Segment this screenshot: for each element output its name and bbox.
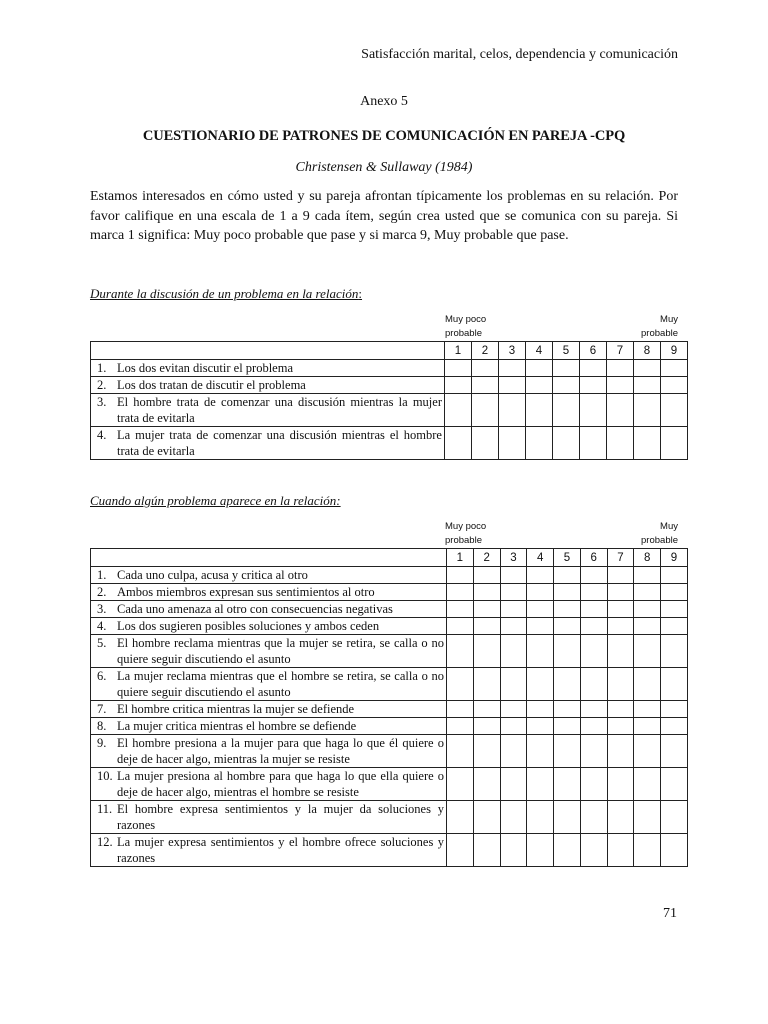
item-text: Los dos sugieren posibles soluciones y ambos ceden <box>117 619 380 633</box>
rating-cell-4[interactable] <box>527 584 554 601</box>
rating-cell-6[interactable] <box>580 601 607 618</box>
item-text: La mujer presiona al hombre para que haga lo que ella quiere o deje de hacer algo, mientras el hombre se resiste <box>117 769 444 799</box>
rating-cell-9[interactable] <box>661 801 688 834</box>
item-number: 1. <box>97 361 107 375</box>
rating-cell-2[interactable] <box>473 735 500 768</box>
rating-cell-7[interactable] <box>607 635 634 668</box>
section2-scale-low-label: Muy poco probable <box>445 521 487 546</box>
item-statement-cell <box>91 718 447 735</box>
questionnaire-item-row <box>91 567 688 584</box>
rating-cell-1[interactable] <box>445 377 472 394</box>
scale-number-7: 7 <box>607 342 634 360</box>
rating-cell-3[interactable] <box>500 584 527 601</box>
item-statement-cell <box>91 735 447 768</box>
rating-cell-5[interactable] <box>553 427 580 460</box>
rating-cell-7[interactable] <box>607 668 634 701</box>
questionnaire-item-row <box>91 377 688 394</box>
item-text: La mujer trata de comenzar una discusión mientras el hombre trata de evitarla <box>117 428 442 458</box>
rating-cell-7[interactable] <box>607 768 634 801</box>
rating-cell-4[interactable] <box>526 360 553 377</box>
item-number: 2. <box>97 585 107 599</box>
rating-cell-4[interactable] <box>527 801 554 834</box>
rating-cell-5[interactable] <box>554 701 581 718</box>
page-number: 71 <box>663 906 677 921</box>
rating-cell-2[interactable] <box>472 427 499 460</box>
rating-cell-8[interactable] <box>634 801 661 834</box>
rating-cell-3[interactable] <box>500 834 527 867</box>
rating-cell-4[interactable] <box>527 718 554 735</box>
rating-cell-8[interactable] <box>634 427 661 460</box>
scale-number-4: 4 <box>526 342 553 360</box>
rating-cell-1[interactable] <box>447 567 474 584</box>
item-number: 10. <box>97 769 113 783</box>
item-number: 11. <box>97 802 113 816</box>
rating-cell-8[interactable] <box>634 394 661 427</box>
rating-cell-9[interactable] <box>661 668 688 701</box>
rating-cell-2[interactable] <box>472 360 499 377</box>
rating-cell-2[interactable] <box>473 668 500 701</box>
rating-cell-4[interactable] <box>527 635 554 668</box>
section1-heading: Durante la discusión de un problema en la relación: <box>90 286 363 301</box>
rating-cell-1[interactable] <box>447 768 474 801</box>
rating-cell-1[interactable] <box>447 834 474 867</box>
scale-number-3: 3 <box>500 549 527 567</box>
rating-cell-8[interactable] <box>634 768 661 801</box>
questionnaire-item-row <box>91 668 688 701</box>
rating-cell-8[interactable] <box>634 360 661 377</box>
rating-cell-3[interactable] <box>500 701 527 718</box>
rating-cell-1[interactable] <box>447 801 474 834</box>
section1-scale-low-label: Muy poco probable <box>445 314 487 339</box>
rating-cell-7[interactable] <box>607 834 634 867</box>
item-text: Cada uno amenaza al otro con consecuencias negativas <box>117 602 393 616</box>
rating-cell-2[interactable] <box>473 601 500 618</box>
rating-cell-8[interactable] <box>634 567 661 584</box>
rating-cell-1[interactable] <box>447 635 474 668</box>
scale-number-2: 2 <box>473 549 500 567</box>
item-statement-cell <box>91 801 447 834</box>
questionnaire-item-row <box>91 394 688 427</box>
rating-cell-1[interactable] <box>447 668 474 701</box>
item-number: 4. <box>97 428 107 442</box>
item-statement-cell <box>91 701 447 718</box>
rating-cell-5[interactable] <box>553 377 580 394</box>
rating-cell-3[interactable] <box>499 377 526 394</box>
rating-cell-9[interactable] <box>661 718 688 735</box>
item-number: 3. <box>97 602 107 616</box>
item-number: 1. <box>97 568 107 582</box>
rating-cell-2[interactable] <box>473 834 500 867</box>
rating-cell-2[interactable] <box>472 394 499 427</box>
questionnaire-item-row <box>91 735 688 768</box>
running-header: Satisfacción marital, celos, dependencia y comunicación <box>361 47 678 62</box>
rating-cell-3[interactable] <box>500 768 527 801</box>
instructions-paragraph: Estamos interesados en cómo usted y su pareja afrontan típicamente los problemas en su relación. Por favor califique en una escala de 1 a 9 cada ítem, según crea usted que se comunica con su pareja. Si marca 1 significa: Muy poco probable que pase y si marca 9, Muy probable que pase. <box>90 189 678 243</box>
item-text: El hombre trata de comenzar una discusión mientras la mujer trata de evitarla <box>117 395 442 425</box>
section2-rating-table <box>90 548 688 867</box>
rating-cell-6[interactable] <box>580 394 607 427</box>
rating-cell-8[interactable] <box>634 735 661 768</box>
rating-cell-3[interactable] <box>500 618 527 635</box>
scale-number-7: 7 <box>607 549 634 567</box>
rating-cell-9[interactable] <box>661 360 688 377</box>
item-text: La mujer reclama mientras que el hombre se retira, se calla o no quiere seguir discutiendo el asunto <box>117 669 444 699</box>
item-text: Los dos evitan discutir el problema <box>117 361 294 375</box>
rating-cell-5[interactable] <box>554 668 581 701</box>
rating-cell-4[interactable] <box>527 735 554 768</box>
rating-cell-6[interactable] <box>580 718 607 735</box>
rating-cell-9[interactable] <box>661 377 688 394</box>
rating-cell-5[interactable] <box>554 584 581 601</box>
questionnaire-item-row <box>91 768 688 801</box>
rating-cell-5[interactable] <box>554 801 581 834</box>
rating-cell-8[interactable] <box>634 618 661 635</box>
scale-number-5: 5 <box>553 342 580 360</box>
annex-label: Anexo 5 <box>360 94 408 109</box>
rating-cell-7[interactable] <box>607 427 634 460</box>
rating-cell-7[interactable] <box>607 735 634 768</box>
rating-cell-4[interactable] <box>526 377 553 394</box>
rating-cell-6[interactable] <box>580 618 607 635</box>
scale-number-3: 3 <box>499 342 526 360</box>
rating-cell-6[interactable] <box>580 567 607 584</box>
rating-cell-3[interactable] <box>500 567 527 584</box>
rating-cell-9[interactable] <box>661 394 688 427</box>
rating-cell-2[interactable] <box>473 618 500 635</box>
rating-cell-3[interactable] <box>499 427 526 460</box>
section2-scale-high-label: Muy probable <box>641 521 678 546</box>
rating-cell-9[interactable] <box>661 735 688 768</box>
item-number: 4. <box>97 619 107 633</box>
item-statement-cell <box>91 394 445 427</box>
rating-cell-7[interactable] <box>607 601 634 618</box>
header-blank-cell <box>91 549 447 567</box>
rating-cell-9[interactable] <box>661 567 688 584</box>
rating-cell-4[interactable] <box>527 567 554 584</box>
item-statement-cell <box>91 567 447 584</box>
rating-cell-7[interactable] <box>607 394 634 427</box>
rating-cell-6[interactable] <box>580 768 607 801</box>
rating-cell-9[interactable] <box>661 618 688 635</box>
rating-cell-6[interactable] <box>580 735 607 768</box>
item-text: El hombre expresa sentimientos y la mujer da soluciones y razones <box>117 802 444 832</box>
item-statement-cell <box>91 427 445 460</box>
rating-cell-6[interactable] <box>580 377 607 394</box>
item-statement-cell <box>91 768 447 801</box>
rating-cell-8[interactable] <box>634 668 661 701</box>
questionnaire-item-row <box>91 427 688 460</box>
rating-cell-5[interactable] <box>554 635 581 668</box>
rating-cell-2[interactable] <box>473 801 500 834</box>
rating-cell-8[interactable] <box>634 635 661 668</box>
scale-number-8: 8 <box>634 342 661 360</box>
rating-cell-7[interactable] <box>607 718 634 735</box>
rating-cell-2[interactable] <box>473 635 500 668</box>
rating-cell-3[interactable] <box>499 394 526 427</box>
item-text: La mujer critica mientras el hombre se defiende <box>117 719 357 733</box>
item-number: 9. <box>97 736 107 750</box>
item-statement-cell <box>91 584 447 601</box>
rating-cell-1[interactable] <box>447 701 474 718</box>
item-number: 5. <box>97 636 107 650</box>
rating-cell-3[interactable] <box>500 601 527 618</box>
rating-cell-7[interactable] <box>607 567 634 584</box>
questionnaire-item-row <box>91 584 688 601</box>
item-number: 12. <box>97 835 113 849</box>
item-statement-cell <box>91 834 447 867</box>
rating-cell-9[interactable] <box>661 427 688 460</box>
rating-cell-6[interactable] <box>580 834 607 867</box>
questionnaire-item-row <box>91 360 688 377</box>
header-blank-cell <box>91 342 445 360</box>
rating-cell-9[interactable] <box>661 584 688 601</box>
rating-cell-8[interactable] <box>634 377 661 394</box>
rating-cell-4[interactable] <box>527 834 554 867</box>
rating-cell-2[interactable] <box>473 718 500 735</box>
item-statement-cell <box>91 618 447 635</box>
item-statement-cell <box>91 668 447 701</box>
scale-number-5: 5 <box>554 549 581 567</box>
rating-cell-6[interactable] <box>580 360 607 377</box>
item-text: Cada uno culpa, acusa y critica al otro <box>117 568 308 582</box>
item-statement-cell <box>91 601 447 618</box>
rating-cell-6[interactable] <box>580 635 607 668</box>
scale-number-9: 9 <box>661 549 688 567</box>
item-text: El hombre reclama mientras que la mujer se retira, se calla o no quiere seguir discutiendo el asunto <box>117 636 444 666</box>
rating-cell-4[interactable] <box>527 601 554 618</box>
rating-cell-7[interactable] <box>607 377 634 394</box>
rating-cell-3[interactable] <box>500 668 527 701</box>
item-number: 6. <box>97 669 107 683</box>
item-number: 2. <box>97 378 107 392</box>
section2-heading: Cuando algún problema aparece en la relación: <box>90 493 341 508</box>
rating-cell-3[interactable] <box>500 801 527 834</box>
item-number: 7. <box>97 702 107 716</box>
rating-cell-1[interactable] <box>447 584 474 601</box>
rating-cell-5[interactable] <box>554 618 581 635</box>
item-text: El hombre critica mientras la mujer se defiende <box>117 702 355 716</box>
rating-cell-3[interactable] <box>500 718 527 735</box>
rating-cell-3[interactable] <box>499 360 526 377</box>
rating-cell-8[interactable] <box>634 718 661 735</box>
rating-cell-9[interactable] <box>661 601 688 618</box>
rating-cell-1[interactable] <box>447 735 474 768</box>
rating-cell-5[interactable] <box>554 718 581 735</box>
item-statement-cell <box>91 360 445 377</box>
scale-number-1: 1 <box>447 549 474 567</box>
item-text: Ambos miembros expresan sus sentimientos al otro <box>117 585 375 599</box>
scale-number-4: 4 <box>527 549 554 567</box>
rating-cell-9[interactable] <box>661 834 688 867</box>
rating-cell-5[interactable] <box>554 735 581 768</box>
rating-cell-7[interactable] <box>607 618 634 635</box>
rating-cell-5[interactable] <box>554 567 581 584</box>
rating-cell-5[interactable] <box>553 394 580 427</box>
rating-cell-5[interactable] <box>553 360 580 377</box>
scale-number-1: 1 <box>445 342 472 360</box>
item-statement-cell <box>91 377 445 394</box>
questionnaire-item-row <box>91 801 688 834</box>
rating-cell-1[interactable] <box>447 618 474 635</box>
questionnaire-item-row <box>91 601 688 618</box>
rating-cell-4[interactable] <box>527 768 554 801</box>
item-text: El hombre presiona a la mujer para que haga lo que él quiere o deje de hacer algo, mientras la mujer se resiste <box>117 736 444 766</box>
rating-cell-3[interactable] <box>500 635 527 668</box>
scale-header-row <box>91 342 688 360</box>
scale-number-8: 8 <box>634 549 661 567</box>
rating-cell-6[interactable] <box>580 427 607 460</box>
rating-cell-9[interactable] <box>661 768 688 801</box>
questionnaire-item-row <box>91 635 688 668</box>
rating-cell-5[interactable] <box>554 601 581 618</box>
scale-number-6: 6 <box>580 342 607 360</box>
item-number: 3. <box>97 395 107 409</box>
rating-cell-1[interactable] <box>447 601 474 618</box>
scale-number-9: 9 <box>661 342 688 360</box>
questionnaire-item-row <box>91 701 688 718</box>
rating-cell-7[interactable] <box>607 584 634 601</box>
questionnaire-item-row <box>91 618 688 635</box>
rating-cell-1[interactable] <box>445 360 472 377</box>
rating-cell-4[interactable] <box>526 394 553 427</box>
section1-rating-table <box>90 341 688 460</box>
questionnaire-item-row <box>91 834 688 867</box>
rating-cell-2[interactable] <box>473 567 500 584</box>
scale-number-2: 2 <box>472 342 499 360</box>
rating-cell-4[interactable] <box>527 618 554 635</box>
rating-cell-2[interactable] <box>473 768 500 801</box>
item-text: La mujer expresa sentimientos y el hombre ofrece soluciones y razones <box>117 835 444 865</box>
rating-cell-4[interactable] <box>526 427 553 460</box>
item-statement-cell <box>91 635 447 668</box>
rating-cell-4[interactable] <box>527 668 554 701</box>
rating-cell-8[interactable] <box>634 834 661 867</box>
scale-number-6: 6 <box>580 549 607 567</box>
item-number: 8. <box>97 719 107 733</box>
rating-cell-5[interactable] <box>554 834 581 867</box>
rating-cell-6[interactable] <box>580 584 607 601</box>
rating-cell-4[interactable] <box>527 701 554 718</box>
rating-cell-7[interactable] <box>607 801 634 834</box>
rating-cell-1[interactable] <box>447 718 474 735</box>
rating-cell-2[interactable] <box>472 377 499 394</box>
rating-cell-8[interactable] <box>634 701 661 718</box>
rating-cell-2[interactable] <box>473 701 500 718</box>
rating-cell-7[interactable] <box>607 360 634 377</box>
rating-cell-9[interactable] <box>661 701 688 718</box>
rating-cell-6[interactable] <box>580 701 607 718</box>
authors-citation: Christensen & Sullaway (1984) <box>295 160 473 175</box>
rating-cell-9[interactable] <box>661 635 688 668</box>
item-text: Los dos tratan de discutir el problema <box>117 378 306 392</box>
rating-cell-8[interactable] <box>634 584 661 601</box>
section1-scale-high-label: Muy probable <box>641 314 678 339</box>
rating-cell-5[interactable] <box>554 768 581 801</box>
rating-cell-8[interactable] <box>634 601 661 618</box>
rating-cell-6[interactable] <box>580 668 607 701</box>
questionnaire-item-row <box>91 718 688 735</box>
scale-header-row <box>91 549 688 567</box>
rating-cell-6[interactable] <box>580 801 607 834</box>
rating-cell-1[interactable] <box>445 427 472 460</box>
rating-cell-7[interactable] <box>607 701 634 718</box>
rating-cell-3[interactable] <box>500 735 527 768</box>
rating-cell-2[interactable] <box>473 584 500 601</box>
document-title: CUESTIONARIO DE PATRONES DE COMUNICACIÓN EN PAREJA -CPQ <box>142 128 626 144</box>
rating-cell-1[interactable] <box>445 394 472 427</box>
